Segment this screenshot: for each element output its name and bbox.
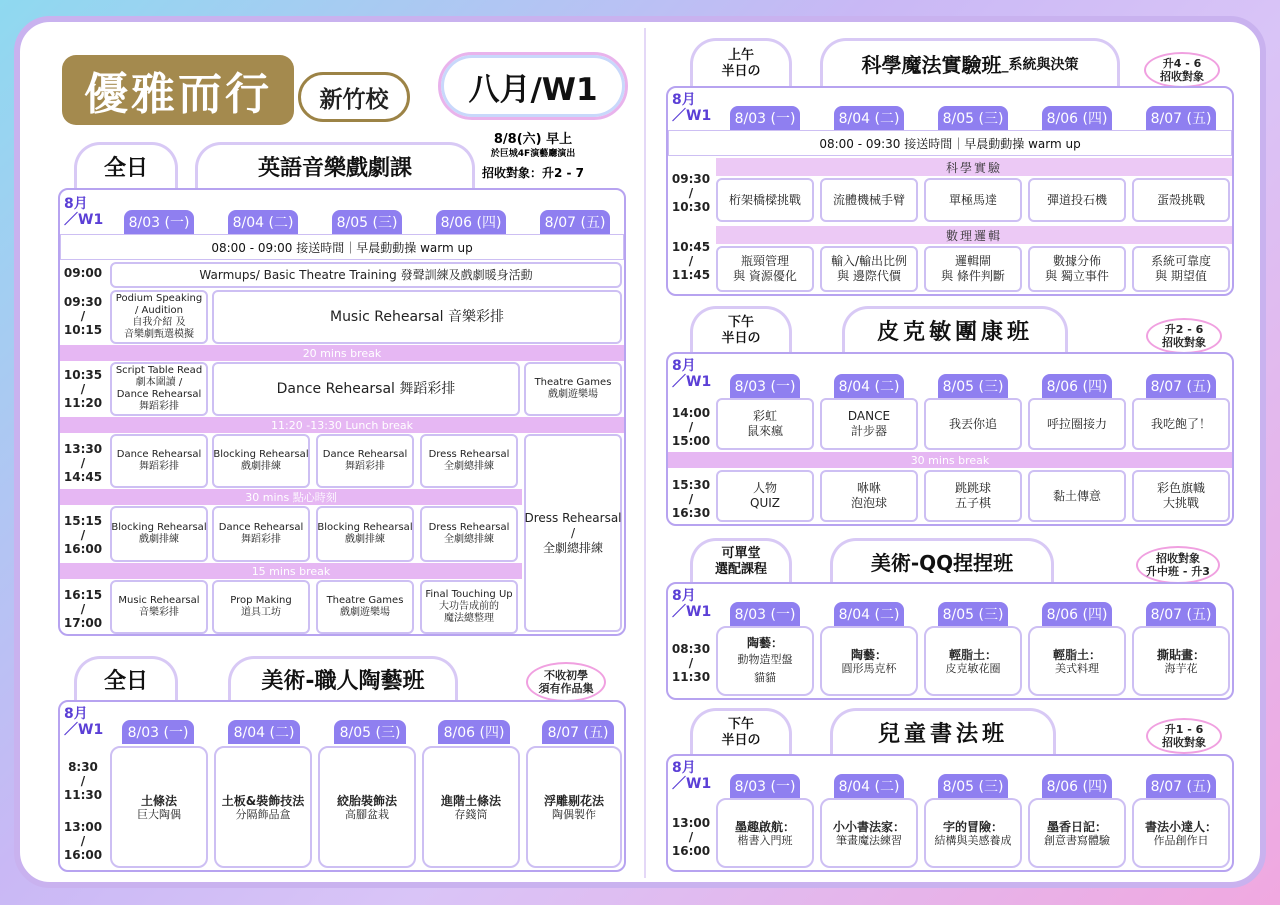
pikmin-r1-3: 我丟你追 — [924, 398, 1022, 450]
calligraphy-item-3 — [924, 798, 1022, 868]
english-r5-4: Dress Rehearsal 全劇總排練 — [420, 506, 518, 562]
calligraphy-day-2: 8/04 (二) — [834, 774, 904, 798]
science-badge-line1: 升4 - 6 — [1162, 57, 1202, 70]
science-day-3: 8/05 (三) — [938, 106, 1008, 130]
calligraphy-item-4 — [1028, 798, 1126, 868]
calligraphy-item-2 — [820, 798, 918, 868]
clay-item-5-title: 撕貼畫： — [1156, 647, 1205, 662]
calligraphy-item-1 — [716, 798, 814, 868]
english-r5-2: Dance Rehearsal 舞蹈彩排 — [212, 506, 310, 562]
pottery-item-5-title: 浮雕剔花法 — [543, 793, 604, 808]
pottery-time-1: 8:30 / 11:30 — [63, 760, 103, 802]
pottery-item-1-title: 土條法 — [140, 793, 177, 808]
science-week: 8月 ／W1 — [672, 92, 712, 124]
english-r5-1: Blocking Rehearsal 戲劇排練 — [110, 506, 208, 562]
calligraphy-item-1-title: 墨趣啟航： — [734, 819, 795, 834]
clay-day-3: 8/05 (三) — [938, 602, 1008, 626]
pottery-tag: 全日 — [74, 656, 178, 700]
clay-item-1-desc: 動物造型盤 貓貓 — [737, 652, 793, 684]
pikmin-r1-1: 彩虹 鼠來瘋 — [716, 398, 814, 450]
english-week: 8月 ／W1 — [64, 196, 104, 228]
pottery-item-2-desc: 分隔飾品盒 — [235, 807, 291, 821]
brand-logo: 優雅而行 — [62, 55, 294, 125]
english-time-6: 16:15 / 17:00 — [63, 588, 103, 630]
english-time-1: 09:00 — [63, 266, 103, 280]
english-day-5: 8/07 (五) — [540, 210, 610, 234]
pottery-item-5-desc: 陶偶製作 — [552, 807, 596, 821]
science-time-1: 09:30 / 10:30 — [671, 172, 711, 214]
english-lunch-break: 11:20 -13:30 Lunch break — [60, 417, 624, 433]
pikmin-day-3: 8/05 (三) — [938, 374, 1008, 398]
english-note-date: 8/8(六) 早上 — [493, 132, 573, 147]
clay-item-2-title: 陶藝： — [850, 647, 887, 662]
english-podium: Podium Speaking / Audition 自我介紹 及 音樂劇甄選模擬 — [110, 290, 208, 344]
clay-title: 美術-QQ捏捏班 — [830, 538, 1054, 582]
calligraphy-time-1: 13:00 / 16:00 — [671, 816, 711, 858]
science-day-5: 8/07 (五) — [1146, 106, 1216, 130]
calligraphy-item-4-desc: 創意書寫體驗 — [1044, 833, 1110, 847]
english-title: 英語音樂戲劇課 — [195, 142, 475, 188]
science-r2-2: 輸入/輸出比例 與 邊際代價 — [820, 246, 918, 292]
pikmin-week: 8月 ／W1 — [672, 358, 712, 390]
calligraphy-item-4-title: 墨香日記： — [1046, 819, 1107, 834]
english-r4-4: Dress Rehearsal 全劇總排練 — [420, 434, 518, 488]
clay-item-3-title: 輕脂土： — [948, 647, 997, 662]
pikmin-time-2: 15:30 / 16:30 — [671, 478, 711, 520]
english-arrival: 08:00 - 09:00 接送時間｜早晨動動操 warm up — [60, 234, 624, 260]
english-time-2: 09:30 / 10:15 — [63, 295, 103, 337]
english-script-read: Script Table Read 劇本圍讀 / Dance Rehearsal 舞蹈彩排 — [110, 362, 208, 416]
pottery-title: 美術-職人陶藝班 — [228, 656, 458, 700]
science-r2-5: 系統可靠度 與 期望值 — [1132, 246, 1230, 292]
clay-item-3 — [924, 626, 1022, 696]
pikmin-r1-4: 呼拉圈接力 — [1028, 398, 1126, 450]
english-music-rehearsal: Music Rehearsal 音樂彩排 — [212, 290, 622, 344]
english-note — [478, 132, 588, 181]
clay-badge-line2: 升中班 - 升3 — [1146, 565, 1210, 578]
pikmin-r2-4: 黏土傳意 — [1028, 470, 1126, 522]
clay-week: 8月 ／W1 — [672, 588, 712, 620]
english-time-3: 10:35 / 11:20 — [63, 368, 103, 410]
pottery-item-3-desc: 高腳盆栽 — [345, 807, 389, 821]
science-r1-5: 蛋殼挑戰 — [1132, 178, 1230, 222]
calligraphy-item-5-title: 書法小達人： — [1144, 819, 1217, 834]
pikmin-r2-5: 彩色旗幟 大挑戰 — [1132, 470, 1230, 522]
pikmin-r2-1: 人物 QUIZ — [716, 470, 814, 522]
science-title: 科學魔法實驗班 — [861, 53, 1002, 77]
science-day-1: 8/03 (一) — [730, 106, 800, 130]
science-badge — [1144, 52, 1220, 88]
clay-item-2-desc: 圓形馬克杯 — [841, 661, 897, 675]
calligraphy-title: 兒童書法班 — [830, 708, 1056, 754]
english-dress-rehearsal: Dress Rehearsal / 全劇總排練 — [524, 434, 622, 632]
science-title-box — [820, 38, 1120, 86]
clay-item-3-desc: 皮克敏花圈 — [945, 661, 1001, 675]
english-note-venue: 於巨城4F演藝廳演出 — [490, 149, 576, 159]
science-r1-1: 桁架橋樑挑戰 — [716, 178, 814, 222]
science-r2-4: 數據分佈 與 獨立事件 — [1028, 246, 1126, 292]
calligraphy-day-1: 8/03 (一) — [730, 774, 800, 798]
pikmin-day-1: 8/03 (一) — [730, 374, 800, 398]
science-r1-3: 單極馬達 — [924, 178, 1022, 222]
clay-time-1: 08:30 / 11:30 — [671, 642, 711, 684]
pottery-day-4: 8/06 (四) — [438, 720, 510, 744]
science-r2-3: 邏輯閘 與 條件判斷 — [924, 246, 1022, 292]
pottery-day-2: 8/04 (二) — [228, 720, 300, 744]
science-badge-line2: 招收對象 — [1160, 70, 1204, 83]
campus-label: 新竹校 — [298, 72, 410, 122]
pottery-item-1-desc: 巨大陶偶 — [137, 807, 181, 821]
clay-item-5 — [1132, 626, 1230, 696]
english-day-2: 8/04 (二) — [228, 210, 298, 234]
english-dance-rehearsal: Dance Rehearsal 舞蹈彩排 — [212, 362, 520, 416]
calligraphy-badge-line1: 升1 - 6 — [1164, 723, 1204, 736]
science-category-2: 數理邏輯 — [716, 226, 1232, 244]
english-warmups: Warmups/ Basic Theatre Training 發聲訓練及戲劇暖身活動 — [110, 262, 622, 288]
english-r6-2: Prop Making 道具工坊 — [212, 580, 310, 634]
english-break-3: 15 mins break — [60, 563, 522, 579]
clay-item-4-title: 輕脂土： — [1052, 647, 1101, 662]
calligraphy-day-3: 8/05 (三) — [938, 774, 1008, 798]
pikmin-day-2: 8/04 (二) — [834, 374, 904, 398]
pikmin-r2-2: 咻咻 泡泡球 — [820, 470, 918, 522]
pikmin-badge — [1146, 318, 1222, 354]
pikmin-tag: 下午 半日の — [690, 306, 792, 352]
english-break-1: 20 mins break — [60, 345, 624, 361]
clay-item-5-desc: 海芋花 — [1164, 661, 1198, 675]
pottery-item-4-title: 進階土條法 — [440, 793, 501, 808]
clay-badge-line1: 招收對象 — [1156, 552, 1200, 565]
pikmin-r1-2: DANCE 計步器 — [820, 398, 918, 450]
clay-day-4: 8/06 (四) — [1042, 602, 1112, 626]
pottery-item-4-desc: 存錢筒 — [454, 807, 488, 821]
pikmin-badge-line1: 升2 - 6 — [1164, 323, 1204, 336]
science-day-4: 8/06 (四) — [1042, 106, 1112, 130]
clay-item-4 — [1028, 626, 1126, 696]
english-day-4: 8/06 (四) — [436, 210, 506, 234]
science-day-2: 8/04 (二) — [834, 106, 904, 130]
pottery-day-3: 8/05 (三) — [334, 720, 406, 744]
pottery-badge-line1: 不收初學 — [544, 669, 588, 682]
calligraphy-badge — [1146, 718, 1222, 754]
pikmin-day-4: 8/06 (四) — [1042, 374, 1112, 398]
calligraphy-week: 8月 ／W1 — [672, 760, 712, 792]
calligraphy-day-5: 8/07 (五) — [1146, 774, 1216, 798]
pottery-item-3 — [318, 746, 416, 868]
pottery-badge — [526, 662, 606, 702]
center-fold — [644, 28, 646, 878]
pikmin-time-1: 14:00 / 15:00 — [671, 406, 711, 448]
english-break-2: 30 mins 點心時刻 — [60, 489, 522, 505]
pikmin-r2-3: 跳跳球 五子棋 — [924, 470, 1022, 522]
pottery-time-2: 13:00 / 16:00 — [63, 820, 103, 862]
science-r1-4: 彈道投石機 — [1028, 178, 1126, 222]
clay-item-2 — [820, 626, 918, 696]
pottery-item-2 — [214, 746, 312, 868]
clay-day-2: 8/04 (二) — [834, 602, 904, 626]
pottery-day-5: 8/07 (五) — [542, 720, 614, 744]
calligraphy-item-3-desc: 結構與美感養成 — [934, 833, 1012, 847]
english-tag: 全日 — [74, 142, 178, 188]
pikmin-r1-5: 我吃飽了！ — [1132, 398, 1230, 450]
pikmin-day-5: 8/07 (五) — [1146, 374, 1216, 398]
science-tag: 上午 半日の — [690, 38, 792, 86]
pottery-item-5 — [526, 746, 622, 868]
pikmin-title: 皮克敏團康班 — [842, 306, 1068, 352]
pottery-item-3-title: 絞胎裝飾法 — [336, 793, 397, 808]
clay-item-1-title: 陶藝： — [746, 635, 783, 650]
calligraphy-item-2-desc: 筆畫魔法練習 — [836, 833, 902, 847]
pikmin-badge-line2: 招收對象 — [1162, 336, 1206, 349]
calligraphy-item-3-title: 字的冒險： — [942, 819, 1003, 834]
science-r2-1: 瓶頸管理 與 資源優化 — [716, 246, 814, 292]
pottery-item-4 — [422, 746, 520, 868]
clay-badge — [1136, 546, 1220, 584]
science-subtitle: _系統與決策 — [1001, 56, 1079, 73]
pottery-item-2-title: 土板&裝飾技法 — [221, 793, 305, 808]
clay-item-1 — [716, 626, 814, 696]
pottery-day-1: 8/03 (一) — [122, 720, 194, 744]
science-time-2: 10:45 / 11:45 — [671, 240, 711, 282]
english-r4-2: Blocking Rehearsal 戲劇排練 — [212, 434, 310, 488]
clay-day-5: 8/07 (五) — [1146, 602, 1216, 626]
english-r6-1: Music Rehearsal 音樂彩排 — [110, 580, 208, 634]
clay-day-1: 8/03 (一) — [730, 602, 800, 626]
calligraphy-badge-line2: 招收對象 — [1162, 736, 1206, 749]
calligraphy-item-5-desc: 作品創作日 — [1153, 833, 1209, 847]
english-r6-3: Theatre Games 戲劇遊樂場 — [316, 580, 414, 634]
pottery-item-1 — [110, 746, 208, 868]
english-r4-3: Dance Rehearsal 舞蹈彩排 — [316, 434, 414, 488]
calligraphy-item-5 — [1132, 798, 1230, 868]
english-day-3: 8/05 (三) — [332, 210, 402, 234]
english-time-5: 15:15 / 16:00 — [63, 514, 103, 556]
english-day-1: 8/03 (一) — [124, 210, 194, 234]
calligraphy-day-4: 8/06 (四) — [1042, 774, 1112, 798]
science-arrival: 08:00 - 09:30 接送時間｜早晨動動操 warm up — [668, 130, 1232, 156]
english-r5-3: Blocking Rehearsal 戲劇排練 — [316, 506, 414, 562]
english-time-4: 13:30 / 14:45 — [63, 442, 103, 484]
science-category-1: 科學實驗 — [716, 158, 1232, 176]
science-r1-2: 流體機械手臂 — [820, 178, 918, 222]
clay-tag: 可單堂 選配課程 — [690, 538, 792, 582]
english-r4-1: Dance Rehearsal 舞蹈彩排 — [110, 434, 208, 488]
pottery-badge-line2: 須有作品集 — [538, 682, 594, 695]
clay-item-4-desc: 美式料理 — [1055, 661, 1099, 675]
english-theatre-games: Theatre Games 戲劇遊樂場 — [524, 362, 622, 416]
month-week-label: 八月/W1 — [438, 52, 628, 120]
pottery-week: 8月 ／W1 — [64, 706, 104, 738]
calligraphy-tag: 下午 半日の — [690, 708, 792, 754]
calligraphy-item-2-title: 小小書法家： — [832, 819, 905, 834]
english-r6-4: Final Touching Up 大功告成前的 魔法總整理 — [420, 580, 518, 634]
pikmin-break: 30 mins break — [668, 452, 1232, 468]
calligraphy-item-1-desc: 楷書入門班 — [737, 833, 793, 847]
english-note-target: 招收對象：升2 - 7 — [481, 166, 585, 180]
